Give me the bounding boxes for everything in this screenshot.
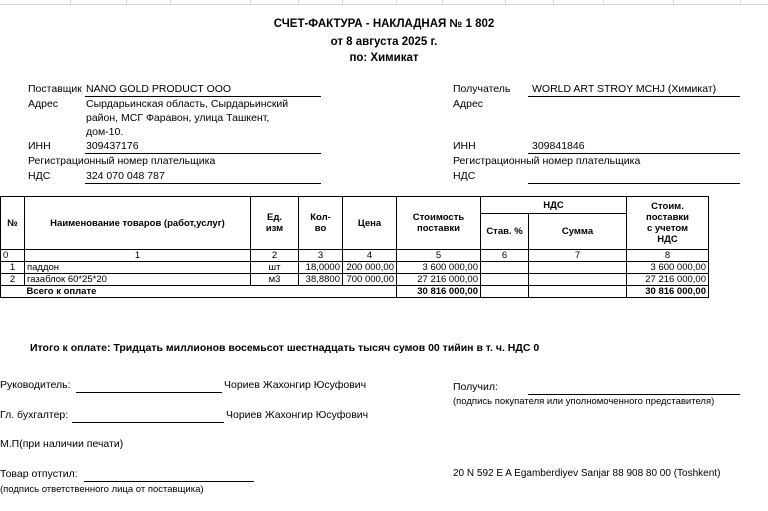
recipient-nds-label: НДС <box>453 170 476 182</box>
accountant-sign-line <box>72 422 224 423</box>
invoice-place: по: Химикат <box>349 52 419 64</box>
index-cell: 5 <box>397 250 481 262</box>
index-cell: 6 <box>481 250 529 262</box>
supplier-reg-label: Регистрационный номер плательщика <box>28 155 216 167</box>
invoice-date: от 8 августа 2025 г. <box>330 36 438 48</box>
released-sign-line <box>84 481 254 482</box>
row-qty: 18,0000 <box>299 262 343 274</box>
row-nds-sum <box>529 274 627 286</box>
recipient-name-line <box>528 96 740 97</box>
row-name: паддон <box>25 262 251 274</box>
supplier-address-line-1: Сырдарьинская область, Сырдарьинский <box>86 98 289 110</box>
index-cell: 1 <box>25 250 251 262</box>
received-label: Получил: <box>453 381 498 393</box>
header-cost: Стоимость поставки <box>397 197 481 250</box>
header-num: № <box>1 197 25 250</box>
accountant-name: Чориев Жахонгир Юсуфович <box>226 409 369 421</box>
total-nds-sum <box>529 286 627 298</box>
row-cost: 3 600 000,00 <box>397 262 481 274</box>
index-row <box>1 250 709 262</box>
supplier-inn-label: ИНН <box>28 140 51 152</box>
total-in-words: Итого к оплате: Тридцать миллионов восемьсот шестнадцать тысяч сумов 00 тийин в т. ч. НДС 0 <box>30 342 540 354</box>
index-cell: 8 <box>627 250 709 262</box>
row-unit: м3 <box>251 274 299 286</box>
director-sign-line <box>76 392 222 393</box>
row-total: 27 216 000,00 <box>627 274 709 286</box>
index-cell: 2 <box>251 250 299 262</box>
row-total: 3 600 000,00 <box>627 262 709 274</box>
row-cost: 27 216 000,00 <box>397 274 481 286</box>
row-num: 1 <box>1 262 25 274</box>
index-cell: 3 <box>299 250 343 262</box>
director-name: Чориев Жахонгир Юсуфович <box>224 379 367 391</box>
row-nds-rate <box>481 274 529 286</box>
recipient-name: WORLD ART STROY MCHJ (Химикат) <box>532 83 717 95</box>
stamp-note: М.П(при наличии печати) <box>0 438 124 450</box>
header-qty: Кол- во <box>299 197 343 250</box>
header-name: Наименование товаров (работ,услуг) <box>25 197 251 250</box>
header-total: Стоим. поставки с учетом НДС <box>627 197 709 250</box>
accountant-label: Гл. бухгалтер: <box>0 409 69 421</box>
supplier-nds-line <box>85 183 321 184</box>
supplier-address-line-2: район, МСГ Фаравон, улица Ташкент, <box>86 112 270 124</box>
driver-info: 20 N 592 E A Egamberdiyev Sanjar 88 908 80 00 (Toshkent) <box>453 468 721 479</box>
sheet-grid-top <box>0 0 768 5</box>
row-num: 2 <box>1 274 25 286</box>
released-note: (подпись ответственного лица от поставщика) <box>0 484 204 495</box>
invoice-table <box>0 196 709 298</box>
supplier-nds-label: НДС <box>28 170 51 182</box>
supplier-nds: 324 070 048 787 <box>86 170 165 182</box>
recipient-inn-label: ИНН <box>453 140 476 152</box>
row-price: 700 000,00 <box>343 274 397 286</box>
recipient-address-label: Адрес <box>453 98 484 110</box>
table-row <box>1 274 709 286</box>
total-cost: 30 816 000,00 <box>397 286 481 298</box>
row-nds-rate <box>481 262 529 274</box>
table-row <box>1 262 709 274</box>
recipient-label: Получатель <box>453 83 511 95</box>
row-qty: 38,8800 <box>299 274 343 286</box>
supplier-inn: 309437176 <box>86 140 139 152</box>
header-nds-sum: Сумма <box>529 214 627 250</box>
recipient-nds-line <box>528 183 740 184</box>
row-nds-sum <box>529 262 627 274</box>
header-unit: Ед. изм <box>251 197 299 250</box>
row-price: 200 000,00 <box>343 262 397 274</box>
recipient-inn-line <box>528 153 740 154</box>
invoice-title: СЧЕТ-ФАКТУРА - НАКЛАДНАЯ № 1 802 <box>273 18 495 30</box>
header-nds-rate: Став. % <box>481 214 529 250</box>
row-unit: шт <box>251 262 299 274</box>
released-label: Товар отпустил: <box>0 468 78 480</box>
supplier-label: Поставщик <box>28 83 82 95</box>
total-spacer <box>1 286 25 298</box>
received-note: (подпись покупателя или уполномоченного представителя) <box>453 396 715 407</box>
supplier-address-line-3: дом-10. <box>86 126 124 138</box>
recipient-inn: 309841846 <box>532 140 585 152</box>
supplier-name: NANO GOLD PRODUCT OOO <box>86 83 232 95</box>
header-price: Цена <box>343 197 397 250</box>
total-with-nds: 30 816 000,00 <box>627 286 709 298</box>
supplier-name-line <box>85 96 321 97</box>
index-cell: 0 <box>1 250 25 262</box>
received-sign-line <box>528 394 740 395</box>
index-cell: 4 <box>343 250 397 262</box>
index-cell: 7 <box>529 250 627 262</box>
total-nds-rate <box>481 286 529 298</box>
total-row <box>1 286 709 298</box>
header-nds: НДС <box>481 197 627 214</box>
row-name: газаблок 60*25*20 <box>25 274 251 286</box>
supplier-address-label: Адрес <box>28 98 59 110</box>
total-label: Всего к оплате <box>25 286 397 298</box>
director-label: Руководитель: <box>0 379 71 391</box>
supplier-inn-line <box>85 153 321 154</box>
recipient-reg-label: Регистрационный номер плательщика <box>453 155 641 167</box>
